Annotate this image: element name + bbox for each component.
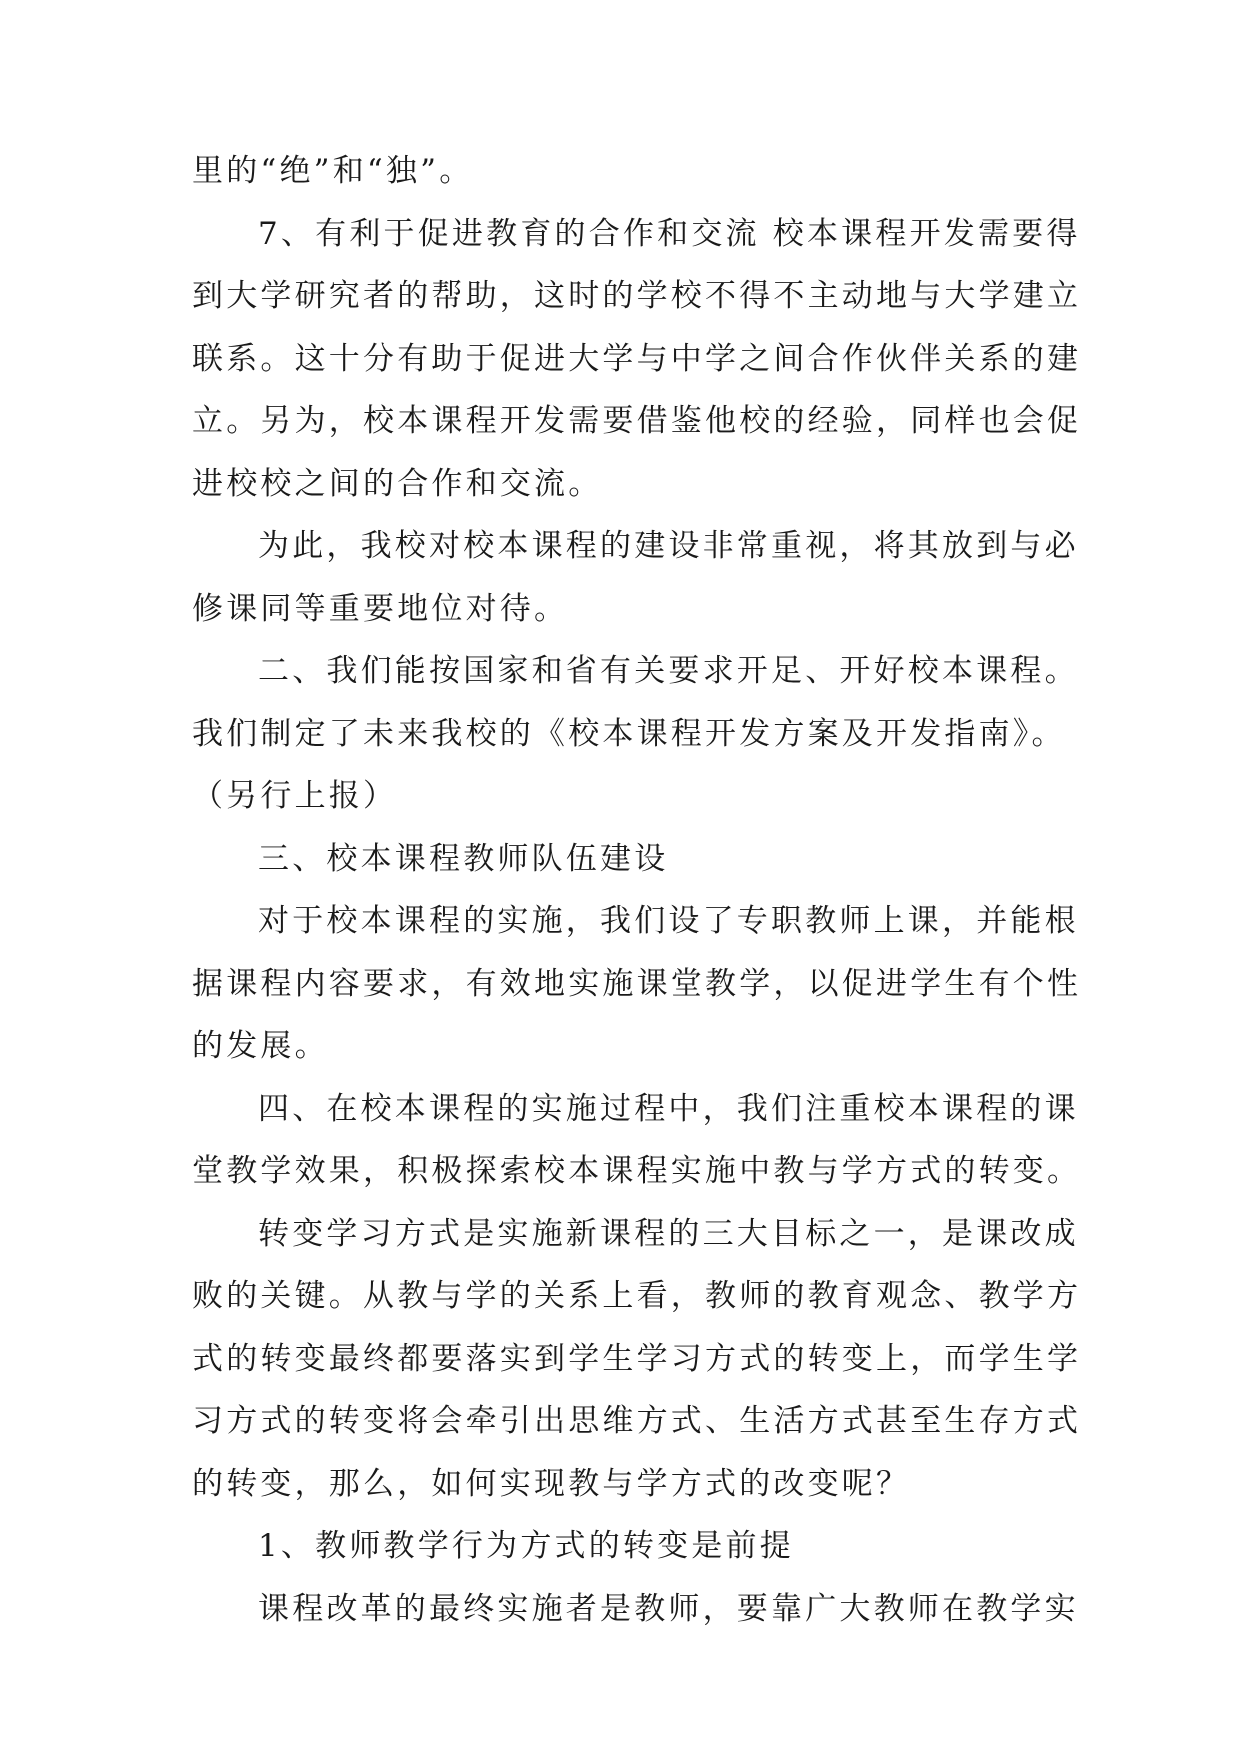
text-line: 为此，我校对校本课程的建设非常重视，将其放到与必 [258,528,1079,564]
section-heading: 三、校本课程教师队伍建设 [258,840,669,877]
text-line: 据课程内容要求，有效地实施课堂教学，以促进学生有个性 [192,965,1082,1002]
text-line: 联系。这十分有助于促进大学与中学之间合作伙伴关系的建 [192,340,1082,377]
text-line: 对于校本课程的实施，我们设了专职教师上课，并能根 [258,903,1079,939]
text-line: 立。另为，校本课程开发需要借鉴他校的经验，同样也会促 [192,403,1082,439]
text-line: 7、有利于促进教育的合作和交流 校本课程开发需要得 [258,215,1081,252]
text-line: 课程改革的最终实施者是教师，要靠广大教师在教学实 [258,1590,1079,1627]
text-line: 里的“绝”和“独”。 [192,153,474,189]
text-line: 败的关键。从教与学的关系上看，教师的教育观念、教学方 [192,1278,1082,1314]
text-line: 四、在校本课程的实施过程中，我们注重校本课程的课 [258,1090,1079,1127]
text-line: 习方式的转变将会牵引出思维方式、生活方式甚至生存方式 [192,1403,1082,1439]
text-line: 转变学习方式是实施新课程的三大目标之一，是课改成 [258,1215,1079,1252]
text-line: 二、我们能按国家和省有关要求开足、开好校本课程。 [258,653,1079,689]
text-line: 的转变，那么，如何实现教与学方式的改变呢？ [192,1465,911,1502]
text-line: 的发展。 [192,1028,329,1064]
text-line: （另行上报） [192,778,398,814]
text-line: 到大学研究者的帮助，这时的学校不得不主动地与大学建立 [192,278,1082,314]
text-line: 我们制定了未来我校的《校本课程开发方案及开发指南》。 [192,715,1066,752]
document-body [192,140,1082,1640]
text-line: 进校校之间的合作和交流。 [192,465,603,502]
section-heading: 1、教师教学行为方式的转变是前提 [258,1528,794,1564]
text-line: 堂教学效果，积极探索校本课程实施中教与学方式的转变。 [192,1153,1082,1189]
text-line: 修课同等重要地位对待。 [192,590,569,627]
text-line: 式的转变最终都要落实到学生学习方式的转变上，而学生学 [192,1340,1082,1377]
